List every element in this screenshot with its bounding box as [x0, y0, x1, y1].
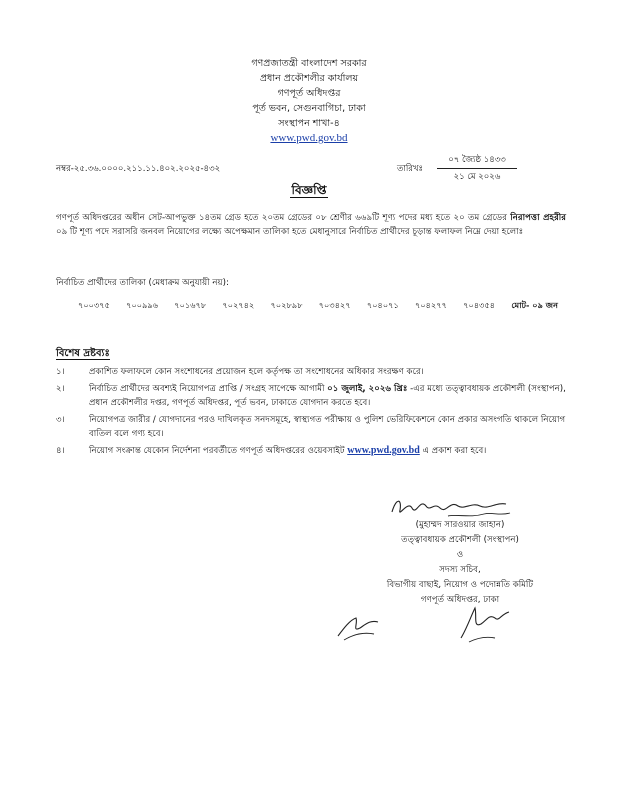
roll-number: ৭০০৩৭৫ [78, 300, 110, 310]
website-link[interactable]: www.pwd.gov.bd [270, 132, 348, 144]
para-text-1: গণপূর্ত অধিদপ্তরের অধীন সেট-আপভুক্ত ১৪তম গ্রেড হতে ২০তম গ্রেডের ০৮ শ্রেণীর ৬৬৯টি শূণ্য পদের মধ্য হতে ২০ তম গ্রেডের [56, 213, 511, 223]
note-text: প্রকাশিত ফলাফলে কোন সংশোধনের প্রয়োজন হলে কর্তৃপক্ষ তা সংশোধনের অধিকার সংরক্ষণ করে। [89, 367, 424, 377]
signatory-role: সদস্য সচিব, [439, 565, 481, 575]
list-heading: নির্বাচিত প্রার্থীদের তালিকা (মেধাক্রম অনুযায়ী নয়): [56, 278, 229, 288]
note-item [56, 444, 568, 458]
note-text: নিয়োগপত্র জারীর / যোগদানের পরও দাখিলকৃত সনদসমূহে, স্বাস্থ্যগত পরীক্ষায় ও পুলিশ ভেরিফিকেশনে কোন প্রকার অসংগতি থাকলে নিয়োগ বাতিল বলে গণ্য হবে। [89, 415, 566, 439]
roll-number: ৭০২৮৯৮ [270, 300, 303, 310]
note-text-part: এ প্রকাশ করা হবে। [419, 446, 487, 456]
office-location: গণপূর্ত অধিদপ্তর, ঢাকা [420, 595, 500, 605]
letterhead [0, 56, 618, 146]
date-bangla: ০৭ জ্যৈষ্ঠ ১৪৩৩ [437, 153, 517, 169]
roll-number: ৭০১৬৭৮ [174, 300, 207, 310]
note-text-part: -এর মধ্যে তত্ত্বাবধায়ক প্রকৌশলী (সংস্থাপন), প্রধান প্রকৌশলীর দপ্তর, গণপূর্ত অধিদপ্তর, পূর্ত ভবন, ঢাকাতে যোগদান করতে হবে। [89, 384, 566, 408]
roll-number: ৭০৪০৭১ [366, 300, 399, 310]
address: পূর্ত ভবন, সেগুনবাগিচা, ঢাকা [252, 103, 366, 114]
note-number: ২। [56, 384, 65, 394]
memo-number: নম্বর-২৫.৩৬.০০০০.২১১.১১.৪০২.২০২৫-৪৩২ [56, 164, 221, 174]
signatory-block [360, 518, 560, 608]
signatory-name: (মুহাম্মদ সারওয়ার জাহান) [415, 520, 505, 530]
notes-heading: বিশেষ দ্রষ্টব্যঃ [56, 348, 110, 359]
note-number: ৪। [56, 446, 65, 456]
notice-paragraph [56, 211, 566, 239]
roll-number-list [78, 300, 558, 313]
date-label: তারিখঃ [397, 164, 424, 174]
committee-name: বিভাগীয় বাছাই, নিয়োগ ও পদোন্নতি কমিটি [386, 580, 534, 590]
website-link-inline[interactable]: www.pwd.gov.bd [347, 445, 420, 456]
note-item [56, 413, 568, 441]
govt-name: গণপ্রজাতন্ত্রী বাংলাদেশ সরকার [251, 58, 367, 69]
note-item [56, 365, 568, 379]
department-name: গণপূর্ত অধিদপ্তর [277, 88, 341, 99]
notice-title-wrap [0, 182, 618, 202]
signatory-designation: তত্ত্বাবধায়ক প্রকৌশলী (সংস্থাপন) [401, 535, 519, 545]
signatory-conjunction: ও [456, 550, 464, 560]
notes-list [56, 365, 568, 461]
total-count: মোট- ০৯ জন [511, 300, 558, 310]
section-name: সংস্থাপন শাখা-৪ [278, 118, 340, 129]
roll-number: ৭০০৯৯৬ [126, 300, 159, 310]
note-text-part: নির্বাচিত প্রার্থীদের অবশ্যই নিয়োগপত্র প্রাপ্তি / সংগ্রহ সাপেক্ষে আগামী [89, 384, 328, 394]
note-item [56, 382, 568, 410]
para-text-2: ০৯ টি শূণ্য পদে সরাসরি জনবল নিয়োগের লক্ষ্যে অপেক্ষমান তালিকা হতে মেধানুসারে নির্বাচিত প্রার্থীদের চূড়ান্ত ফলাফল নিম্নে দেয়া হলোঃ [56, 227, 524, 237]
roll-number: ৭০২৭৪২ [222, 300, 255, 310]
date-gregorian: ২১ মে ২০২৬ [453, 172, 501, 182]
note-text-part: নিয়োগ সংক্রান্ত যেকোন নির্দেশনা পরবর্তীতে গণপূর্ত অধিদপ্তরের ওয়েবসাইট [89, 446, 348, 456]
notes-heading-wrap [56, 346, 110, 363]
post-name: নিরাপত্তা প্রহরীর [510, 213, 566, 223]
initial-mark-left [334, 610, 384, 642]
note-number: ৩। [56, 415, 65, 425]
joining-deadline: ০১ জুলাই, ২০২৬ খ্রিঃ [327, 384, 408, 394]
note-text [89, 444, 568, 458]
roll-number: ৭০৩৪২৭ [318, 300, 351, 310]
office-name: প্রধান প্রকৌশলীর কার্যালয় [259, 73, 359, 84]
note-number: ১। [56, 367, 65, 377]
initial-mark-right [455, 602, 515, 644]
note-text [89, 382, 568, 410]
roll-number: ৭০৪২৭৭ [415, 300, 447, 310]
notice-title: বিজ্ঞপ্তি [291, 183, 327, 197]
roll-number: ৭০৪৩৫৪ [463, 300, 496, 310]
